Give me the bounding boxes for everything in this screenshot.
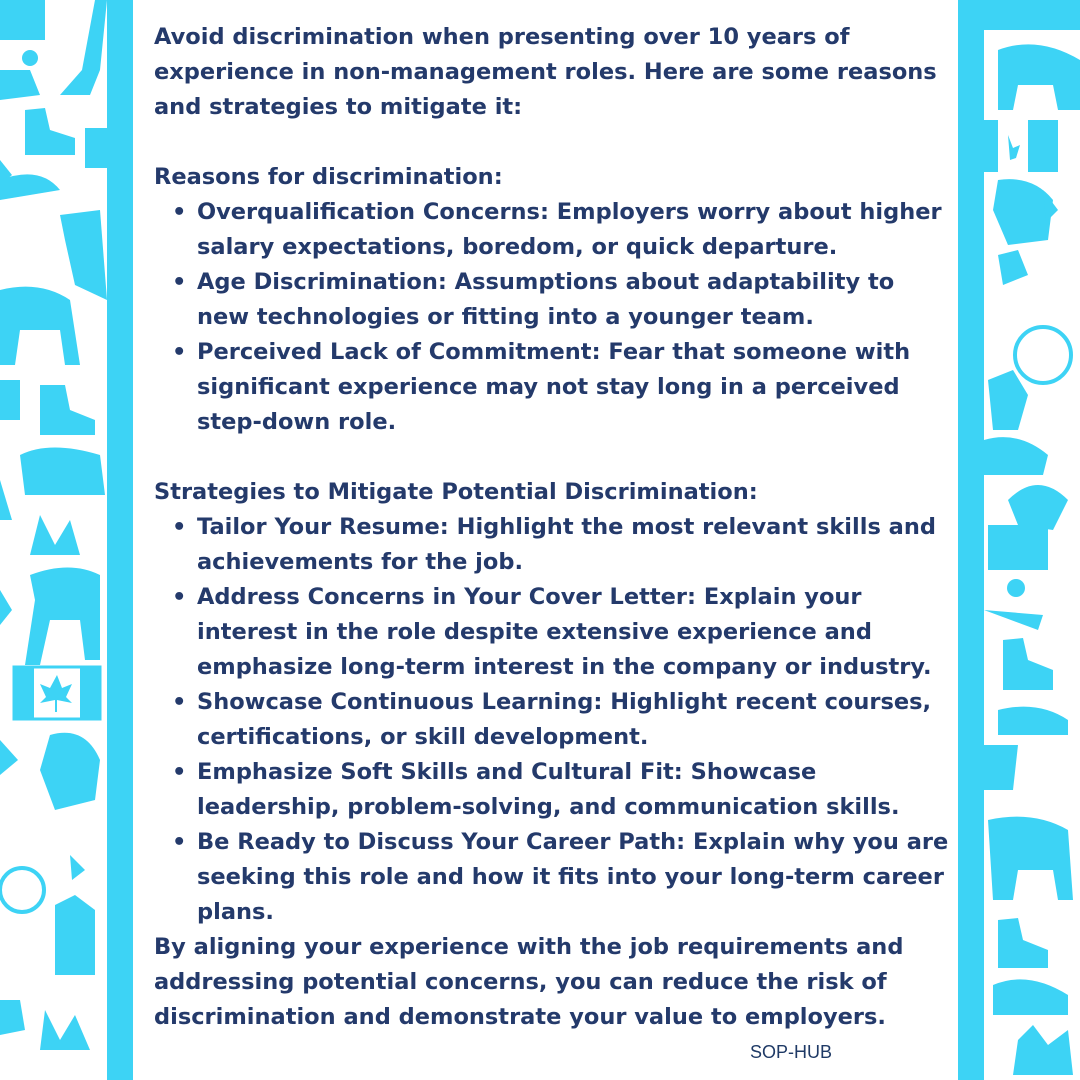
chateau-icon-2 xyxy=(1013,1025,1073,1075)
canadiana-pattern-left xyxy=(0,0,133,1080)
dreamcatcher-icon xyxy=(1015,327,1071,383)
leaf-icon-2 xyxy=(998,250,1028,285)
trees-icon xyxy=(30,515,80,555)
bear-icon xyxy=(60,210,107,300)
leaf-icon-3 xyxy=(0,740,18,775)
left-decorative-border xyxy=(0,0,133,1080)
maple-syrup-icon xyxy=(988,370,1028,430)
credit-watermark: SOP-HUB xyxy=(750,1042,833,1062)
canada-map-icon xyxy=(40,733,100,810)
skate-icon xyxy=(25,108,75,155)
chateau-icon xyxy=(984,0,1080,30)
list-item: • Emphasize Soft Skills and Cultural Fit: Showcase leadership, problem-solving, and communication skills. xyxy=(197,755,954,825)
canoe-mountain-icon xyxy=(20,448,105,496)
moose-icon xyxy=(25,568,100,666)
canada-map-icon xyxy=(993,179,1053,245)
canadiana-pattern-right xyxy=(958,0,1080,1080)
dreamcatcher-icon xyxy=(0,868,44,912)
leaf-icon-2 xyxy=(0,590,12,625)
strategies-list xyxy=(154,510,954,930)
flag-segment-2 xyxy=(1028,120,1058,172)
skate-icon-2 xyxy=(998,918,1048,968)
reasons-heading: Reasons for discrimination: xyxy=(154,164,503,190)
right-decorative-border xyxy=(958,0,1080,1080)
spacer xyxy=(154,125,954,160)
polar-bear-icon xyxy=(0,287,80,365)
skate-icon-2 xyxy=(40,385,95,435)
canoe-icon xyxy=(998,707,1068,735)
hockey-stick-icon xyxy=(984,610,1043,630)
list-item: • Be Ready to Discuss Your Career Path: Explain why you are seeking this role and how it fits into your long-term career plans. xyxy=(197,825,954,930)
mountain-icon-2 xyxy=(993,979,1068,1015)
chateau-icon xyxy=(0,0,45,40)
list-item: • Showcase Continuous Learning: Highlight recent courses, certifications, or skill development. xyxy=(197,685,954,755)
flag-segment xyxy=(85,128,107,168)
mountain-icon xyxy=(984,437,1048,475)
chateau-icon-2 xyxy=(0,1000,25,1035)
strategies-heading: Strategies to Mitigate Potential Discrimination: xyxy=(154,479,758,505)
spacer xyxy=(154,440,954,475)
list-item: • Overqualification Concerns: Employers worry about higher salary expectations, boredom, or quick departure. xyxy=(197,195,954,265)
mountain-icon xyxy=(0,174,60,200)
flag-segment xyxy=(984,120,998,172)
maple-leaf-icon xyxy=(1008,135,1020,160)
flag-segment-3 xyxy=(984,745,1018,790)
wolf-icon xyxy=(998,44,1080,110)
list-item: • Perceived Lack of Commitment: Fear that someone with significant experience may not stay long in a perceived step-down role. xyxy=(197,335,954,440)
hockey-stick-icon xyxy=(60,0,107,95)
maple-syrup-icon xyxy=(55,895,95,975)
flag-segment-2 xyxy=(0,380,20,420)
polar-bear-icon xyxy=(988,817,1073,900)
trees-icon-2 xyxy=(40,1010,90,1050)
article-body xyxy=(154,20,954,1035)
hockey-puck-icon xyxy=(1007,579,1025,597)
list-item: • Age Discrimination: Assumptions about adaptability to new technologies or fitting into a younger team. xyxy=(197,265,954,335)
list-item: • Tailor Your Resume: Highlight the most relevant skills and achievements for the job. xyxy=(197,510,954,580)
parliament-icon xyxy=(988,525,1048,570)
flag-left-bar xyxy=(14,667,34,719)
reasons-list xyxy=(154,195,954,440)
conclusion-paragraph: By aligning your experience with the job requirements and addressing potential concerns, you can reduce the risk of discrimination and demonstrate your value to employers. xyxy=(154,934,904,1030)
moose-antler-icon xyxy=(1008,485,1068,530)
tower-icon xyxy=(0,480,12,520)
list-item: • Address Concerns in Your Cover Letter: Explain your interest in the role despite extensive experience and emphasize long-term interest in the company or industry. xyxy=(197,580,954,685)
tent-icon xyxy=(0,70,40,100)
flag-right-bar xyxy=(80,667,100,719)
leaf-icon-4 xyxy=(70,855,85,880)
hockey-puck-icon xyxy=(22,50,38,66)
skate-icon xyxy=(1003,638,1053,690)
intro-paragraph: Avoid discrimination when presenting over 10 years of experience in non-management roles. Here are some reasons and strategies to mitigate it: xyxy=(154,24,937,120)
